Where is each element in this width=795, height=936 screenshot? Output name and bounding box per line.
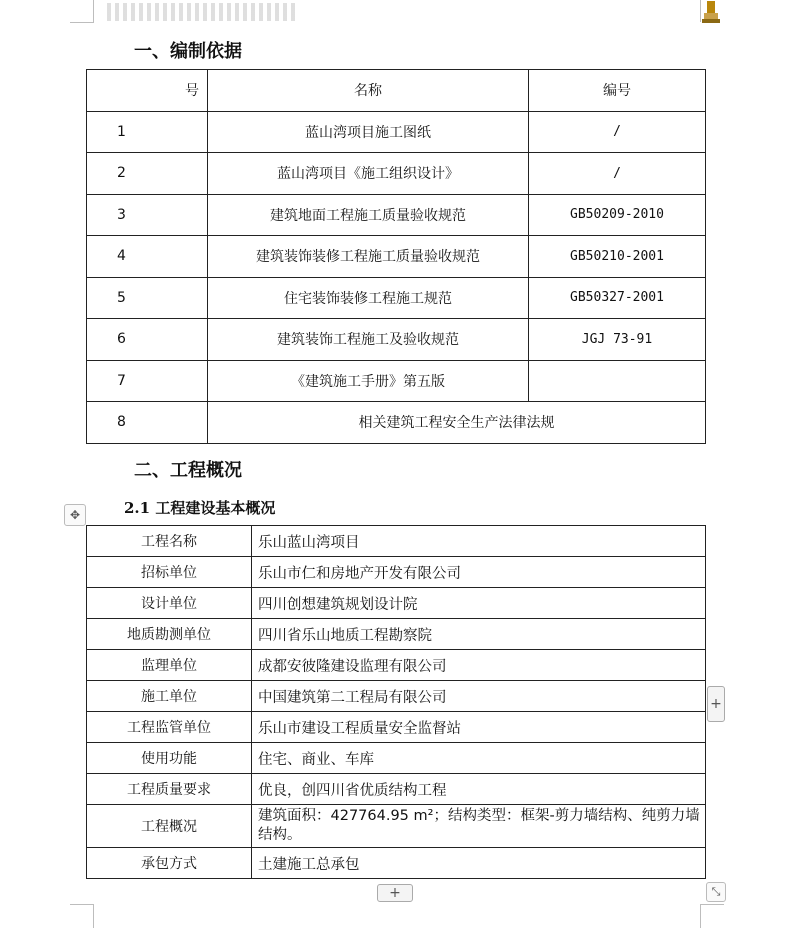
row-number: 6 (87, 319, 208, 361)
row-value: 中国建筑第二工程局有限公司 (252, 681, 706, 712)
table-row (87, 774, 706, 805)
table-row (87, 650, 706, 681)
row-value: 成都安彼隆建设监理有限公司 (252, 650, 706, 681)
table-row (87, 153, 706, 195)
row-code: / (529, 153, 706, 195)
crop-mark-bottom-right-v (700, 904, 701, 928)
row-code: / (529, 111, 706, 153)
table-row (87, 712, 706, 743)
row-value: 乐山市仁和房地产开发有限公司 (252, 557, 706, 588)
header-name: 名称 (208, 70, 529, 112)
crop-mark-bottom-left-v (93, 904, 94, 928)
table-row (87, 277, 706, 319)
row-label: 工程概况 (87, 805, 252, 848)
row-code: GB50210-2001 (529, 236, 706, 278)
table-row (87, 236, 706, 278)
table-row (87, 526, 706, 557)
section-title-overview: 二、工程概况 (134, 460, 242, 481)
stamp-icon (700, 0, 722, 24)
row-label: 施工单位 (87, 681, 252, 712)
table-row (87, 848, 706, 879)
table-move-handle-icon[interactable]: ✥ (64, 504, 86, 526)
table-row (87, 805, 706, 848)
row-value: 土建施工总承包 (252, 848, 706, 879)
row-name: 建筑地面工程施工质量验收规范 (208, 194, 529, 236)
row-label: 使用功能 (87, 743, 252, 774)
row-label: 工程质量要求 (87, 774, 252, 805)
row-value: 四川省乐山地质工程勘察院 (252, 619, 706, 650)
row-label: 监理单位 (87, 650, 252, 681)
crop-mark-bottom-right-h (700, 904, 724, 905)
row-number: 3 (87, 194, 208, 236)
row-value: 建筑面积：427764.95 m²；结构类型：框架-剪力墙结构、纯剪力墙结构。 (252, 805, 706, 848)
row-name: 蓝山湾项目《施工组织设计》 (208, 153, 529, 195)
table-row (87, 402, 706, 444)
row-value: 乐山市建设工程质量安全监督站 (252, 712, 706, 743)
row-name: 相关建筑工程安全生产法律法规 (208, 402, 706, 444)
basis-table (86, 69, 706, 444)
table-row (87, 319, 706, 361)
row-value: 四川创想建筑规划设计院 (252, 588, 706, 619)
row-label: 承包方式 (87, 848, 252, 879)
row-number: 7 (87, 360, 208, 402)
row-label: 地质勘测单位 (87, 619, 252, 650)
table-row (87, 681, 706, 712)
row-number: 1 (87, 111, 208, 153)
table-resize-icon[interactable]: ⤡ (706, 882, 726, 902)
row-name: 建筑装饰装修工程施工质量验收规范 (208, 236, 529, 278)
header-code: 编号 (529, 70, 706, 112)
crop-mark-bottom-left-h (70, 904, 94, 905)
header-number: 号 (87, 70, 208, 112)
add-column-button[interactable]: + (707, 686, 725, 722)
table-row (87, 619, 706, 650)
subsection-title: 2.1 工程建设基本概况 (124, 499, 276, 517)
row-label: 招标单位 (87, 557, 252, 588)
table-row (87, 743, 706, 774)
add-row-button[interactable]: + (377, 884, 413, 902)
row-code (529, 360, 706, 402)
table-row (87, 588, 706, 619)
crop-mark-top-left-h (70, 22, 94, 23)
row-name: 蓝山湾项目施工图纸 (208, 111, 529, 153)
table-row (87, 360, 706, 402)
row-number: 8 (87, 402, 208, 444)
table-row (87, 194, 706, 236)
row-name: 建筑装饰工程施工及验收规范 (208, 319, 529, 361)
table-header-row (87, 70, 706, 112)
row-number: 2 (87, 153, 208, 195)
row-value: 乐山蓝山湾项目 (252, 526, 706, 557)
row-code: GB50327-2001 (529, 277, 706, 319)
overview-table (86, 525, 706, 879)
row-code: JGJ 73-91 (529, 319, 706, 361)
row-label: 设计单位 (87, 588, 252, 619)
table-row (87, 557, 706, 588)
header-pattern (107, 3, 297, 21)
row-label: 工程监管单位 (87, 712, 252, 743)
table-row (87, 111, 706, 153)
row-number: 5 (87, 277, 208, 319)
section-title-basis: 一、编制依据 (134, 41, 242, 62)
row-name: 住宅装饰装修工程施工规范 (208, 277, 529, 319)
row-code: GB50209-2010 (529, 194, 706, 236)
row-number: 4 (87, 236, 208, 278)
row-label: 工程名称 (87, 526, 252, 557)
row-value: 住宅、商业、车库 (252, 743, 706, 774)
crop-mark-top-left-v (93, 0, 94, 22)
row-value: 优良，创四川省优质结构工程 (252, 774, 706, 805)
row-name: 《建筑施工手册》第五版 (208, 360, 529, 402)
